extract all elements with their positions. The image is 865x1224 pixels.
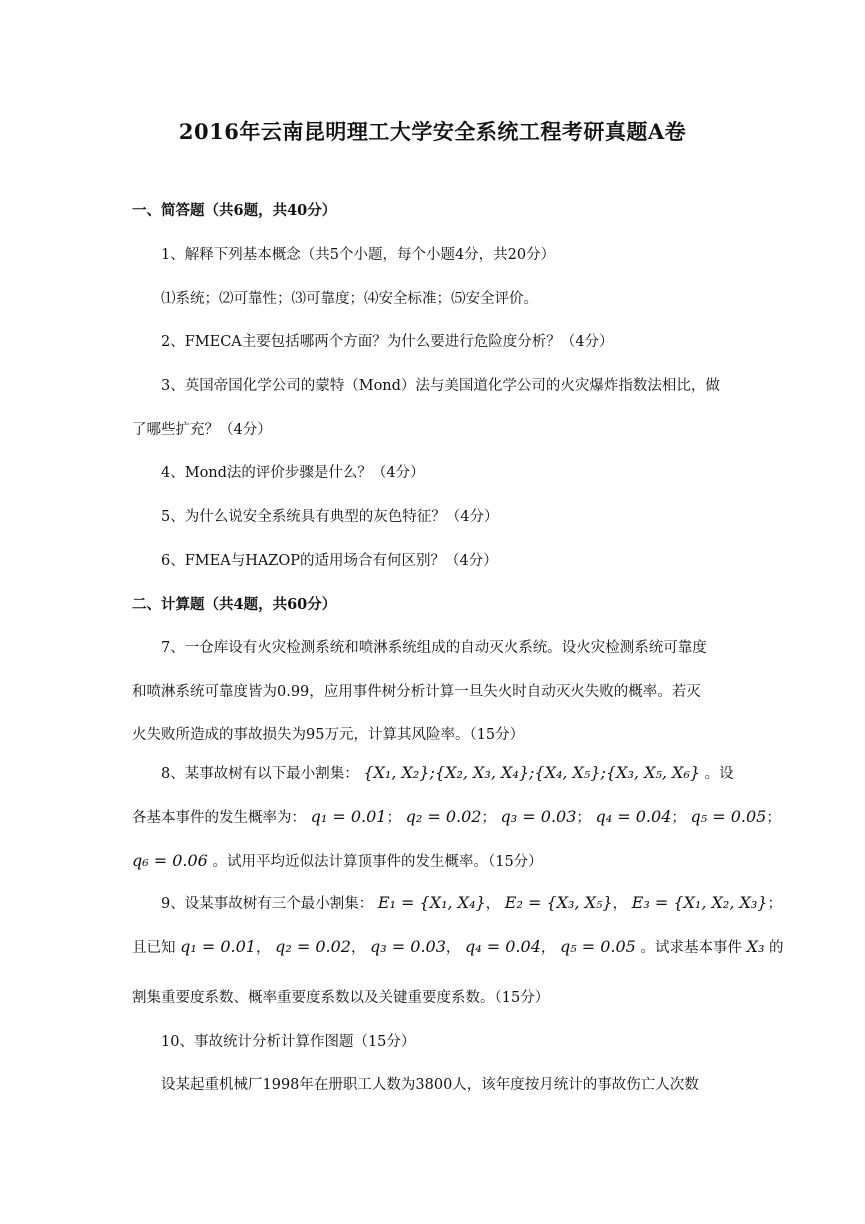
question-1: 1、解释下列基本概念（共5个小题，每个小题4分，共20分） [161,247,556,263]
question-1-items: ⑴系统；⑵可靠性；⑶可靠度；⑷安全标准；⑸安全评价。 [161,291,538,307]
question-8-line-1 [161,762,741,783]
question-9-set-e3: E₃ = {X₁, X₂, X₃} [631,893,768,912]
question-7-line-1: 7、一仓库设有火灾检测系统和喷淋系统组成的自动灭火系统。设火灾检测系统可靠度 [161,640,707,656]
question-9-prob-q4: q₄ = 0.04 [465,937,541,956]
question-9-prefix: 9、设某事故树有三个最小割集： [161,896,374,912]
section-2-heading: 二、计算题（共4题，共60分） [132,596,337,613]
question-9-line-2-prefix: 且已知 [132,940,176,956]
question-7-line-3: 火失败所造成的事故损失为95万元，计算其风险率。（15分） [132,727,525,743]
question-8-prob-q6: q₆ = 0.06 [132,851,208,870]
question-2: 2、FMECA主要包括哪两个方面？为什么要进行危险度分析？（4分） [161,334,614,350]
question-9-prob-q1: q₁ = 0.01 [180,937,256,956]
question-10: 10、事故统计分析计算作图题（15分） [161,1034,416,1050]
question-8-line-2: 各基本事件的发生概率为： q₁ = 0.01； q₂ = 0.02； q₃ = 0.03； q₄ = 0.04； q₅ = 0.05； [132,807,781,826]
question-6: 6、FMEA与HAZOP的适用场合有何区别？（4分） [161,553,498,569]
question-3-line-2: 了哪些扩充？（4分） [132,422,272,438]
question-7-line-2: 和喷淋系统可靠度皆为0.99，应用事件树分析计算一旦失火时自动灭火失败的概率。若灭 [132,684,701,700]
question-9-variable: X₃ [746,937,765,956]
question-9-prob-q5: q₅ = 0.05 [559,937,636,956]
question-8-suffix: 。设 [704,766,734,782]
page-title: 2016年云南昆明理工大学安全系统工程考研真题A卷 [178,119,687,144]
section-1-heading: 一、简答题（共6题，共40分） [132,202,337,219]
question-8-cutsets: {X₁, X₂};{X₂, X₃, X₄};{X₄, X₅};{X₃, X₅, X₆} [363,763,701,782]
question-8-prob-q2: q₂ = 0.02 [405,807,482,826]
question-8-line-3-suffix: 。试用平均近似法计算顶事件的发生概率。（15分） [212,854,543,870]
question-9-prob-q2: q₂ = 0.02 [275,937,351,956]
question-3-line-1: 3、英国帝国化学公司的蒙特（Mond）法与美国道化学公司的火灾爆炸指数法相比，做 [161,378,720,394]
question-8-prob-q5: q₅ = 0.05 [690,807,767,826]
question-8-prob-q3: q₃ = 0.03 [500,807,577,826]
question-9-line-2-suffix: 的 [768,940,784,956]
question-8-prob-q4: q₄ = 0.04 [595,807,672,826]
question-4: 4、Mond法的评价步骤是什么？（4分） [161,465,425,481]
question-9-line-2: 且已知 q₁ = 0.01， q₂ = 0.02， q₃ = 0.03， q₄ = 0.04， q₅ = 0.05 。试求基本事件 X₃ 的 [132,937,784,956]
question-5: 5、为什么说安全系统具有典型的灰色特征？（4分） [161,509,499,525]
question-9-line-3: 割集重要度系数、概率重要度系数以及关键重要度系数。（15分） [132,990,550,1006]
question-10-line-2: 设某起重机械厂1998年在册职工人数为3800人，该年度按月统计的事故伤亡人次数 [161,1077,699,1093]
question-9-set-e1: E₁ = {X₁, X₄} [377,893,486,912]
question-8-prefix: 8、某事故树有以下最小割集： [161,766,359,782]
question-9-set-e2: E₂ = {X₃, X₅} [504,893,613,912]
question-9-prob-q3: q₃ = 0.03 [370,937,446,956]
question-9-line-1: 9、设某事故树有三个最小割集： E₁ = {X₁, X₄}， E₂ = {X₃, X₅}， E₃ = {X₁, X₂, X₃}； [161,893,782,912]
question-8-prob-q1: q₁ = 0.01 [310,807,387,826]
question-8-line-3 [132,850,742,871]
question-9-line-2-mid: 。试求基本事件 [640,940,742,956]
question-8-line-2-prefix: 各基本事件的发生概率为： [132,810,306,826]
